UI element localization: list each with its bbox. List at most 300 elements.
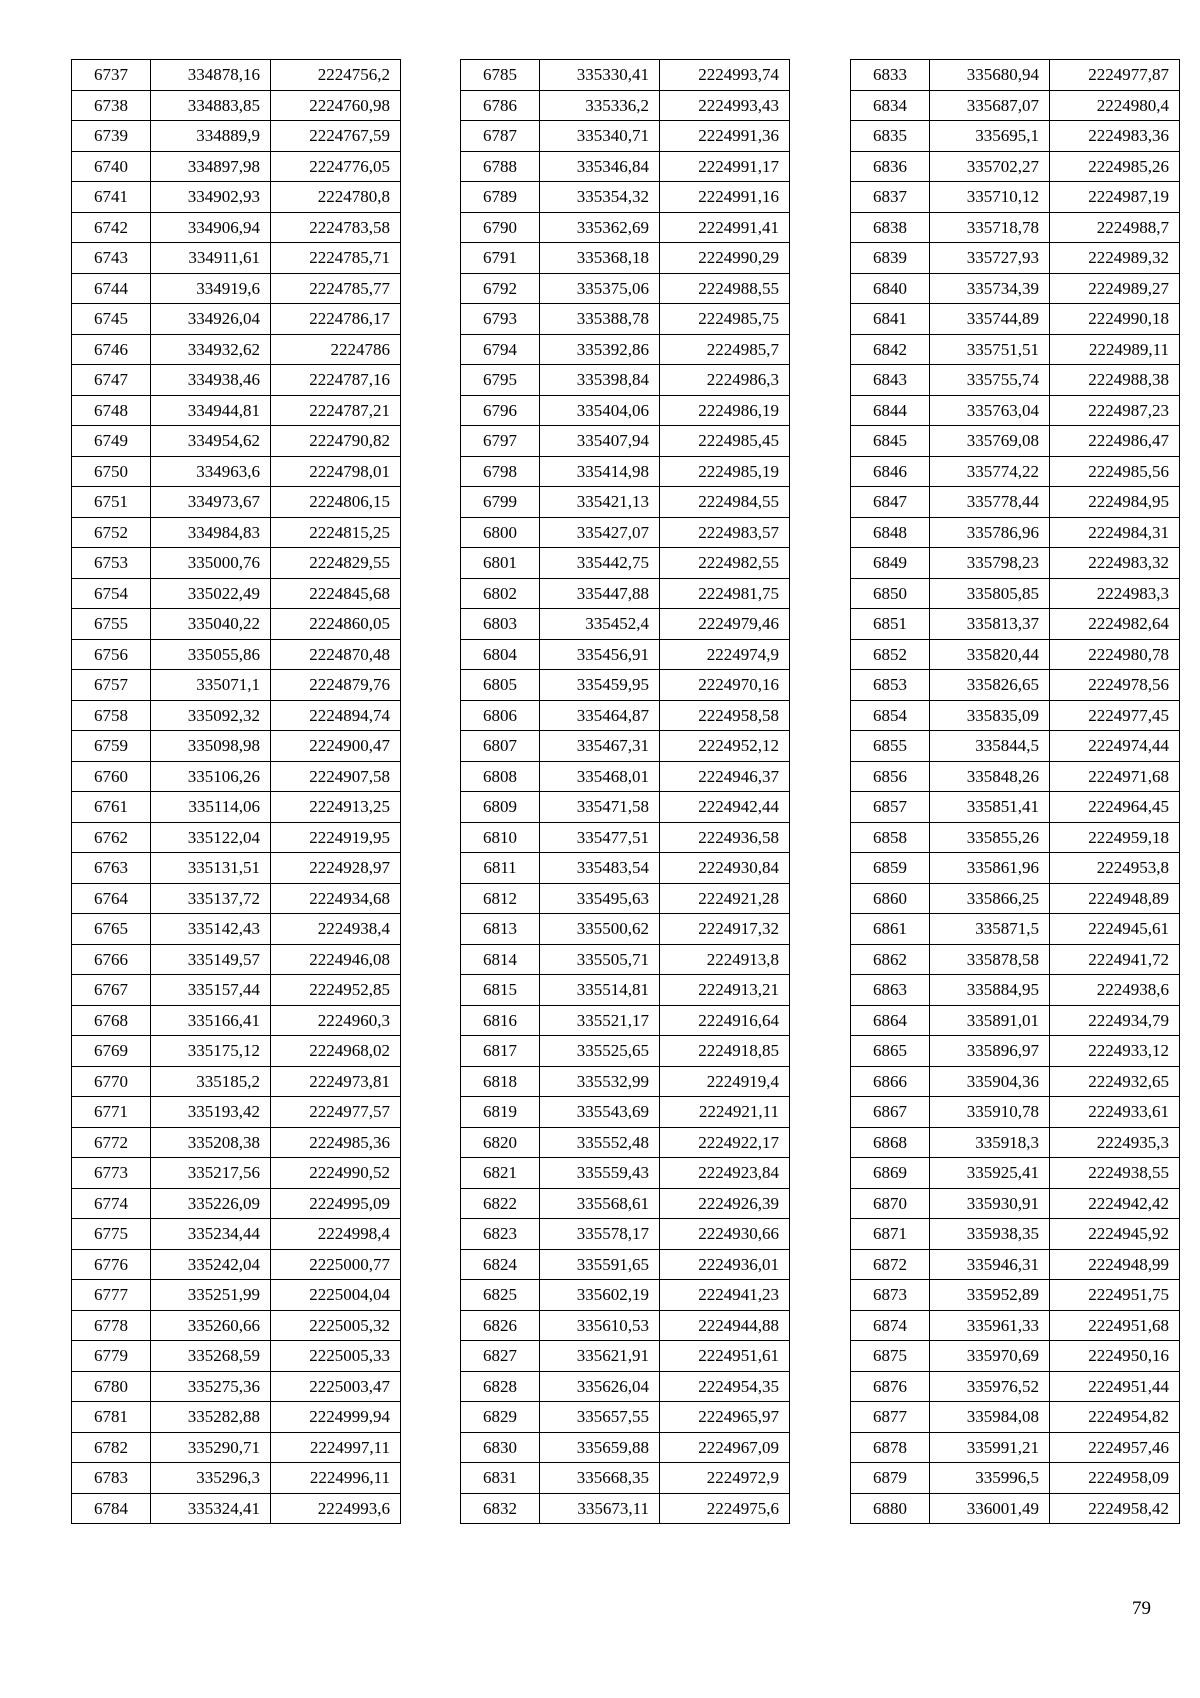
point-number-cell: 6783 — [72, 1463, 151, 1494]
y-coordinate-cell: 2224985,7 — [660, 334, 790, 365]
y-coordinate-cell: 2224952,12 — [660, 731, 790, 762]
coordinates-table-body — [461, 60, 790, 1524]
y-coordinate-cell: 2224991,36 — [660, 121, 790, 152]
table-row — [72, 792, 401, 823]
x-coordinate-cell: 335710,12 — [930, 182, 1050, 213]
x-coordinate-cell: 335185,2 — [151, 1066, 271, 1097]
y-coordinate-cell: 2224922,17 — [660, 1127, 790, 1158]
point-number-cell: 6768 — [72, 1005, 151, 1036]
table-row — [851, 212, 1180, 243]
point-number-cell: 6737 — [72, 60, 151, 91]
y-coordinate-cell: 2224938,6 — [1050, 975, 1180, 1006]
y-coordinate-cell: 2224787,21 — [271, 395, 401, 426]
x-coordinate-cell: 334878,16 — [151, 60, 271, 91]
x-coordinate-cell: 335769,08 — [930, 426, 1050, 457]
point-number-cell: 6856 — [851, 761, 930, 792]
point-number-cell: 6840 — [851, 273, 930, 304]
point-number-cell: 6869 — [851, 1158, 930, 1189]
table-row — [461, 304, 790, 335]
coordinates-table-3 — [850, 59, 1180, 1524]
x-coordinate-cell: 335092,32 — [151, 700, 271, 731]
y-coordinate-cell: 2224860,05 — [271, 609, 401, 640]
x-coordinate-cell: 335290,71 — [151, 1432, 271, 1463]
y-coordinate-cell: 2224985,75 — [660, 304, 790, 335]
y-coordinate-cell: 2224958,42 — [1050, 1493, 1180, 1524]
x-coordinate-cell: 335055,86 — [151, 639, 271, 670]
table-row — [851, 1341, 1180, 1372]
table-row — [461, 914, 790, 945]
point-number-cell: 6803 — [461, 609, 540, 640]
x-coordinate-cell: 335368,18 — [540, 243, 660, 274]
point-number-cell: 6795 — [461, 365, 540, 396]
y-coordinate-cell: 2224985,19 — [660, 456, 790, 487]
table-row — [851, 639, 1180, 670]
y-coordinate-cell: 2224934,79 — [1050, 1005, 1180, 1036]
y-coordinate-cell: 2224913,8 — [660, 944, 790, 975]
table-row — [72, 151, 401, 182]
table-row — [72, 1341, 401, 1372]
point-number-cell: 6848 — [851, 517, 930, 548]
table-row — [851, 1493, 1180, 1524]
x-coordinate-cell: 335578,17 — [540, 1219, 660, 1250]
x-coordinate-cell: 335610,53 — [540, 1310, 660, 1341]
x-coordinate-cell: 335217,56 — [151, 1158, 271, 1189]
y-coordinate-cell: 2224879,76 — [271, 670, 401, 701]
point-number-cell: 6877 — [851, 1402, 930, 1433]
y-coordinate-cell: 2224991,16 — [660, 182, 790, 213]
point-number-cell: 6760 — [72, 761, 151, 792]
y-coordinate-cell: 2224933,12 — [1050, 1036, 1180, 1067]
point-number-cell: 6775 — [72, 1219, 151, 1250]
x-coordinate-cell: 335602,19 — [540, 1280, 660, 1311]
point-number-cell: 6796 — [461, 395, 540, 426]
table-row — [851, 273, 1180, 304]
point-number-cell: 6781 — [72, 1402, 151, 1433]
table-row — [72, 60, 401, 91]
y-coordinate-cell: 2224993,6 — [271, 1493, 401, 1524]
table-row — [72, 395, 401, 426]
x-coordinate-cell: 335421,13 — [540, 487, 660, 518]
point-number-cell: 6790 — [461, 212, 540, 243]
x-coordinate-cell: 335098,98 — [151, 731, 271, 762]
table-row — [851, 731, 1180, 762]
y-coordinate-cell: 2224806,15 — [271, 487, 401, 518]
point-number-cell: 6827 — [461, 1341, 540, 1372]
y-coordinate-cell: 2224985,56 — [1050, 456, 1180, 487]
y-coordinate-cell: 2224958,58 — [660, 700, 790, 731]
table-row — [461, 1493, 790, 1524]
point-number-cell: 6758 — [72, 700, 151, 731]
y-coordinate-cell: 2224990,52 — [271, 1158, 401, 1189]
table-row — [851, 944, 1180, 975]
point-number-cell: 6835 — [851, 121, 930, 152]
x-coordinate-cell: 335427,07 — [540, 517, 660, 548]
point-number-cell: 6794 — [461, 334, 540, 365]
point-number-cell: 6804 — [461, 639, 540, 670]
table-row — [851, 914, 1180, 945]
table-row — [461, 1066, 790, 1097]
y-coordinate-cell: 2224919,4 — [660, 1066, 790, 1097]
x-coordinate-cell: 335447,88 — [540, 578, 660, 609]
y-coordinate-cell: 2224984,31 — [1050, 517, 1180, 548]
table-row — [851, 487, 1180, 518]
x-coordinate-cell: 335680,94 — [930, 60, 1050, 91]
x-coordinate-cell: 335122,04 — [151, 822, 271, 853]
y-coordinate-cell: 2224972,9 — [660, 1463, 790, 1494]
point-number-cell: 6830 — [461, 1432, 540, 1463]
y-coordinate-cell: 2224787,16 — [271, 365, 401, 396]
table-row — [851, 1249, 1180, 1280]
table-row — [72, 548, 401, 579]
point-number-cell: 6849 — [851, 548, 930, 579]
y-coordinate-cell: 2224776,05 — [271, 151, 401, 182]
y-coordinate-cell: 2224983,32 — [1050, 548, 1180, 579]
y-coordinate-cell: 2224760,98 — [271, 90, 401, 121]
table-row — [72, 1188, 401, 1219]
x-coordinate-cell: 335193,42 — [151, 1097, 271, 1128]
point-number-cell: 6838 — [851, 212, 930, 243]
y-coordinate-cell: 2224987,23 — [1050, 395, 1180, 426]
coordinates-table-body — [72, 60, 401, 1524]
y-coordinate-cell: 2224815,25 — [271, 517, 401, 548]
point-number-cell: 6843 — [851, 365, 930, 396]
point-number-cell: 6814 — [461, 944, 540, 975]
table-row — [72, 1066, 401, 1097]
table-row — [72, 700, 401, 731]
point-number-cell: 6854 — [851, 700, 930, 731]
point-number-cell: 6802 — [461, 578, 540, 609]
y-coordinate-cell: 2224916,64 — [660, 1005, 790, 1036]
point-number-cell: 6786 — [461, 90, 540, 121]
x-coordinate-cell: 335137,72 — [151, 883, 271, 914]
point-number-cell: 6858 — [851, 822, 930, 853]
table-row — [72, 1249, 401, 1280]
table-row — [72, 578, 401, 609]
y-coordinate-cell: 2224975,6 — [660, 1493, 790, 1524]
table-row — [72, 761, 401, 792]
coordinates-table-2 — [460, 59, 790, 1524]
table-row — [851, 1463, 1180, 1494]
point-number-cell: 6770 — [72, 1066, 151, 1097]
x-coordinate-cell: 335505,71 — [540, 944, 660, 975]
x-coordinate-cell: 335260,66 — [151, 1310, 271, 1341]
table-row — [72, 822, 401, 853]
table-row — [851, 761, 1180, 792]
point-number-cell: 6826 — [461, 1310, 540, 1341]
x-coordinate-cell: 335071,1 — [151, 670, 271, 701]
point-number-cell: 6793 — [461, 304, 540, 335]
y-coordinate-cell: 2224894,74 — [271, 700, 401, 731]
table-row — [72, 1432, 401, 1463]
table-row — [851, 243, 1180, 274]
point-number-cell: 6871 — [851, 1219, 930, 1250]
y-coordinate-cell: 2224790,82 — [271, 426, 401, 457]
point-number-cell: 6755 — [72, 609, 151, 640]
table-row — [461, 1097, 790, 1128]
table-row — [851, 365, 1180, 396]
x-coordinate-cell: 335552,48 — [540, 1127, 660, 1158]
point-number-cell: 6809 — [461, 792, 540, 823]
y-coordinate-cell: 2224913,21 — [660, 975, 790, 1006]
table-row — [461, 700, 790, 731]
table-row — [461, 60, 790, 91]
point-number-cell: 6745 — [72, 304, 151, 335]
y-coordinate-cell: 2224756,2 — [271, 60, 401, 91]
y-coordinate-cell: 2225004,04 — [271, 1280, 401, 1311]
point-number-cell: 6811 — [461, 853, 540, 884]
y-coordinate-cell: 2224968,02 — [271, 1036, 401, 1067]
point-number-cell: 6841 — [851, 304, 930, 335]
x-coordinate-cell: 335734,39 — [930, 273, 1050, 304]
table-row — [851, 883, 1180, 914]
y-coordinate-cell: 2224977,87 — [1050, 60, 1180, 91]
point-number-cell: 6860 — [851, 883, 930, 914]
x-coordinate-cell: 334897,98 — [151, 151, 271, 182]
table-row — [851, 578, 1180, 609]
x-coordinate-cell: 335871,5 — [930, 914, 1050, 945]
point-number-cell: 6880 — [851, 1493, 930, 1524]
y-coordinate-cell: 2224983,3 — [1050, 578, 1180, 609]
y-coordinate-cell: 2224926,39 — [660, 1188, 790, 1219]
point-number-cell: 6753 — [72, 548, 151, 579]
point-number-cell: 6806 — [461, 700, 540, 731]
point-number-cell: 6857 — [851, 792, 930, 823]
x-coordinate-cell: 335532,99 — [540, 1066, 660, 1097]
x-coordinate-cell: 335468,01 — [540, 761, 660, 792]
x-coordinate-cell: 335268,59 — [151, 1341, 271, 1372]
table-row — [461, 1371, 790, 1402]
x-coordinate-cell: 335568,61 — [540, 1188, 660, 1219]
x-coordinate-cell: 335844,5 — [930, 731, 1050, 762]
table-row — [461, 761, 790, 792]
table-row — [72, 426, 401, 457]
point-number-cell: 6780 — [72, 1371, 151, 1402]
x-coordinate-cell: 335835,09 — [930, 700, 1050, 731]
table-row — [851, 121, 1180, 152]
y-coordinate-cell: 2224984,95 — [1050, 487, 1180, 518]
x-coordinate-cell: 335000,76 — [151, 548, 271, 579]
y-coordinate-cell: 2224964,45 — [1050, 792, 1180, 823]
y-coordinate-cell: 2224984,55 — [660, 487, 790, 518]
point-number-cell: 6766 — [72, 944, 151, 975]
table-row — [72, 975, 401, 1006]
point-number-cell: 6873 — [851, 1280, 930, 1311]
x-coordinate-cell: 335456,91 — [540, 639, 660, 670]
point-number-cell: 6756 — [72, 639, 151, 670]
point-number-cell: 6866 — [851, 1066, 930, 1097]
table-row — [461, 395, 790, 426]
y-coordinate-cell: 2224958,09 — [1050, 1463, 1180, 1494]
x-coordinate-cell: 334889,9 — [151, 121, 271, 152]
point-number-cell: 6850 — [851, 578, 930, 609]
table-row — [72, 731, 401, 762]
x-coordinate-cell: 335626,04 — [540, 1371, 660, 1402]
table-row — [72, 639, 401, 670]
x-coordinate-cell: 335751,51 — [930, 334, 1050, 365]
point-number-cell: 6845 — [851, 426, 930, 457]
y-coordinate-cell: 2224999,94 — [271, 1402, 401, 1433]
x-coordinate-cell: 335910,78 — [930, 1097, 1050, 1128]
point-number-cell: 6844 — [851, 395, 930, 426]
table-row — [461, 883, 790, 914]
x-coordinate-cell: 335826,65 — [930, 670, 1050, 701]
x-coordinate-cell: 335718,78 — [930, 212, 1050, 243]
x-coordinate-cell: 335226,09 — [151, 1188, 271, 1219]
point-number-cell: 6787 — [461, 121, 540, 152]
table-row — [461, 639, 790, 670]
x-coordinate-cell: 334963,6 — [151, 456, 271, 487]
point-number-cell: 6738 — [72, 90, 151, 121]
x-coordinate-cell: 334973,67 — [151, 487, 271, 518]
table-row — [461, 1005, 790, 1036]
point-number-cell: 6824 — [461, 1249, 540, 1280]
y-coordinate-cell: 2224951,44 — [1050, 1371, 1180, 1402]
y-coordinate-cell: 2224933,61 — [1050, 1097, 1180, 1128]
table-row — [461, 334, 790, 365]
x-coordinate-cell: 335464,87 — [540, 700, 660, 731]
x-coordinate-cell: 335414,98 — [540, 456, 660, 487]
coordinates-table-1 — [71, 59, 401, 1524]
y-coordinate-cell: 2224767,59 — [271, 121, 401, 152]
point-number-cell: 6878 — [851, 1432, 930, 1463]
point-number-cell: 6868 — [851, 1127, 930, 1158]
point-number-cell: 6757 — [72, 670, 151, 701]
y-coordinate-cell: 2224786 — [271, 334, 401, 365]
y-coordinate-cell: 2224936,58 — [660, 822, 790, 853]
table-row — [851, 304, 1180, 335]
x-coordinate-cell: 335131,51 — [151, 853, 271, 884]
point-number-cell: 6816 — [461, 1005, 540, 1036]
table-row — [461, 243, 790, 274]
point-number-cell: 6815 — [461, 975, 540, 1006]
y-coordinate-cell: 2224983,36 — [1050, 121, 1180, 152]
y-coordinate-cell: 2224948,99 — [1050, 1249, 1180, 1280]
y-coordinate-cell: 2224923,84 — [660, 1158, 790, 1189]
y-coordinate-cell: 2224957,46 — [1050, 1432, 1180, 1463]
table-row — [851, 548, 1180, 579]
x-coordinate-cell: 335442,75 — [540, 548, 660, 579]
x-coordinate-cell: 335398,84 — [540, 365, 660, 396]
table-row — [851, 90, 1180, 121]
point-number-cell: 6821 — [461, 1158, 540, 1189]
table-row — [72, 1493, 401, 1524]
y-coordinate-cell: 2224786,17 — [271, 304, 401, 335]
y-coordinate-cell: 2224974,9 — [660, 639, 790, 670]
x-coordinate-cell: 335970,69 — [930, 1341, 1050, 1372]
x-coordinate-cell: 335946,31 — [930, 1249, 1050, 1280]
y-coordinate-cell: 2224845,68 — [271, 578, 401, 609]
point-number-cell: 6872 — [851, 1249, 930, 1280]
table-row — [461, 792, 790, 823]
point-number-cell: 6772 — [72, 1127, 151, 1158]
x-coordinate-cell: 335388,78 — [540, 304, 660, 335]
x-coordinate-cell: 335763,04 — [930, 395, 1050, 426]
y-coordinate-cell: 2224785,77 — [271, 273, 401, 304]
y-coordinate-cell: 2224948,89 — [1050, 883, 1180, 914]
y-coordinate-cell: 2225005,32 — [271, 1310, 401, 1341]
table-row — [851, 456, 1180, 487]
table-row — [461, 1432, 790, 1463]
table-row — [851, 853, 1180, 884]
y-coordinate-cell: 2224985,45 — [660, 426, 790, 457]
y-coordinate-cell: 2224946,37 — [660, 761, 790, 792]
table-row — [461, 548, 790, 579]
x-coordinate-cell: 335477,51 — [540, 822, 660, 853]
y-coordinate-cell: 2224985,26 — [1050, 151, 1180, 182]
table-row — [72, 1097, 401, 1128]
point-number-cell: 6771 — [72, 1097, 151, 1128]
table-row — [72, 670, 401, 701]
y-coordinate-cell: 2224987,19 — [1050, 182, 1180, 213]
point-number-cell: 6847 — [851, 487, 930, 518]
point-number-cell: 6762 — [72, 822, 151, 853]
y-coordinate-cell: 2224900,47 — [271, 731, 401, 762]
y-coordinate-cell: 2224783,58 — [271, 212, 401, 243]
x-coordinate-cell: 335851,41 — [930, 792, 1050, 823]
y-coordinate-cell: 2224951,61 — [660, 1341, 790, 1372]
y-coordinate-cell: 2224950,16 — [1050, 1341, 1180, 1372]
y-coordinate-cell: 2224945,92 — [1050, 1219, 1180, 1250]
y-coordinate-cell: 2224928,97 — [271, 853, 401, 884]
y-coordinate-cell: 2224970,16 — [660, 670, 790, 701]
x-coordinate-cell: 335392,86 — [540, 334, 660, 365]
y-coordinate-cell: 2224988,55 — [660, 273, 790, 304]
y-coordinate-cell: 2224798,01 — [271, 456, 401, 487]
y-coordinate-cell: 2224989,32 — [1050, 243, 1180, 274]
point-number-cell: 6773 — [72, 1158, 151, 1189]
y-coordinate-cell: 2224977,45 — [1050, 700, 1180, 731]
point-number-cell: 6765 — [72, 914, 151, 945]
point-number-cell: 6817 — [461, 1036, 540, 1067]
point-number-cell: 6864 — [851, 1005, 930, 1036]
table-row — [72, 883, 401, 914]
y-coordinate-cell: 2224998,4 — [271, 1219, 401, 1250]
x-coordinate-cell: 335952,89 — [930, 1280, 1050, 1311]
table-row — [72, 1127, 401, 1158]
y-coordinate-cell: 2224959,18 — [1050, 822, 1180, 853]
x-coordinate-cell: 335813,37 — [930, 609, 1050, 640]
table-row — [72, 1005, 401, 1036]
table-row — [851, 517, 1180, 548]
y-coordinate-cell: 2224918,85 — [660, 1036, 790, 1067]
table-row — [72, 456, 401, 487]
x-coordinate-cell: 335296,3 — [151, 1463, 271, 1494]
point-number-cell: 6741 — [72, 182, 151, 213]
table-row — [72, 1219, 401, 1250]
point-number-cell: 6751 — [72, 487, 151, 518]
point-number-cell: 6833 — [851, 60, 930, 91]
point-number-cell: 6859 — [851, 853, 930, 884]
point-number-cell: 6763 — [72, 853, 151, 884]
point-number-cell: 6778 — [72, 1310, 151, 1341]
x-coordinate-cell: 335695,1 — [930, 121, 1050, 152]
table-row — [72, 1402, 401, 1433]
y-coordinate-cell: 2224946,08 — [271, 944, 401, 975]
table-row — [72, 1036, 401, 1067]
x-coordinate-cell: 335495,63 — [540, 883, 660, 914]
x-coordinate-cell: 335559,43 — [540, 1158, 660, 1189]
table-row — [461, 517, 790, 548]
y-coordinate-cell: 2224990,18 — [1050, 304, 1180, 335]
x-coordinate-cell: 335930,91 — [930, 1188, 1050, 1219]
y-coordinate-cell: 2224967,09 — [660, 1432, 790, 1463]
table-row — [461, 1402, 790, 1433]
table-row — [461, 1341, 790, 1372]
point-number-cell: 6749 — [72, 426, 151, 457]
y-coordinate-cell: 2224982,64 — [1050, 609, 1180, 640]
x-coordinate-cell: 335996,5 — [930, 1463, 1050, 1494]
x-coordinate-cell: 335855,26 — [930, 822, 1050, 853]
